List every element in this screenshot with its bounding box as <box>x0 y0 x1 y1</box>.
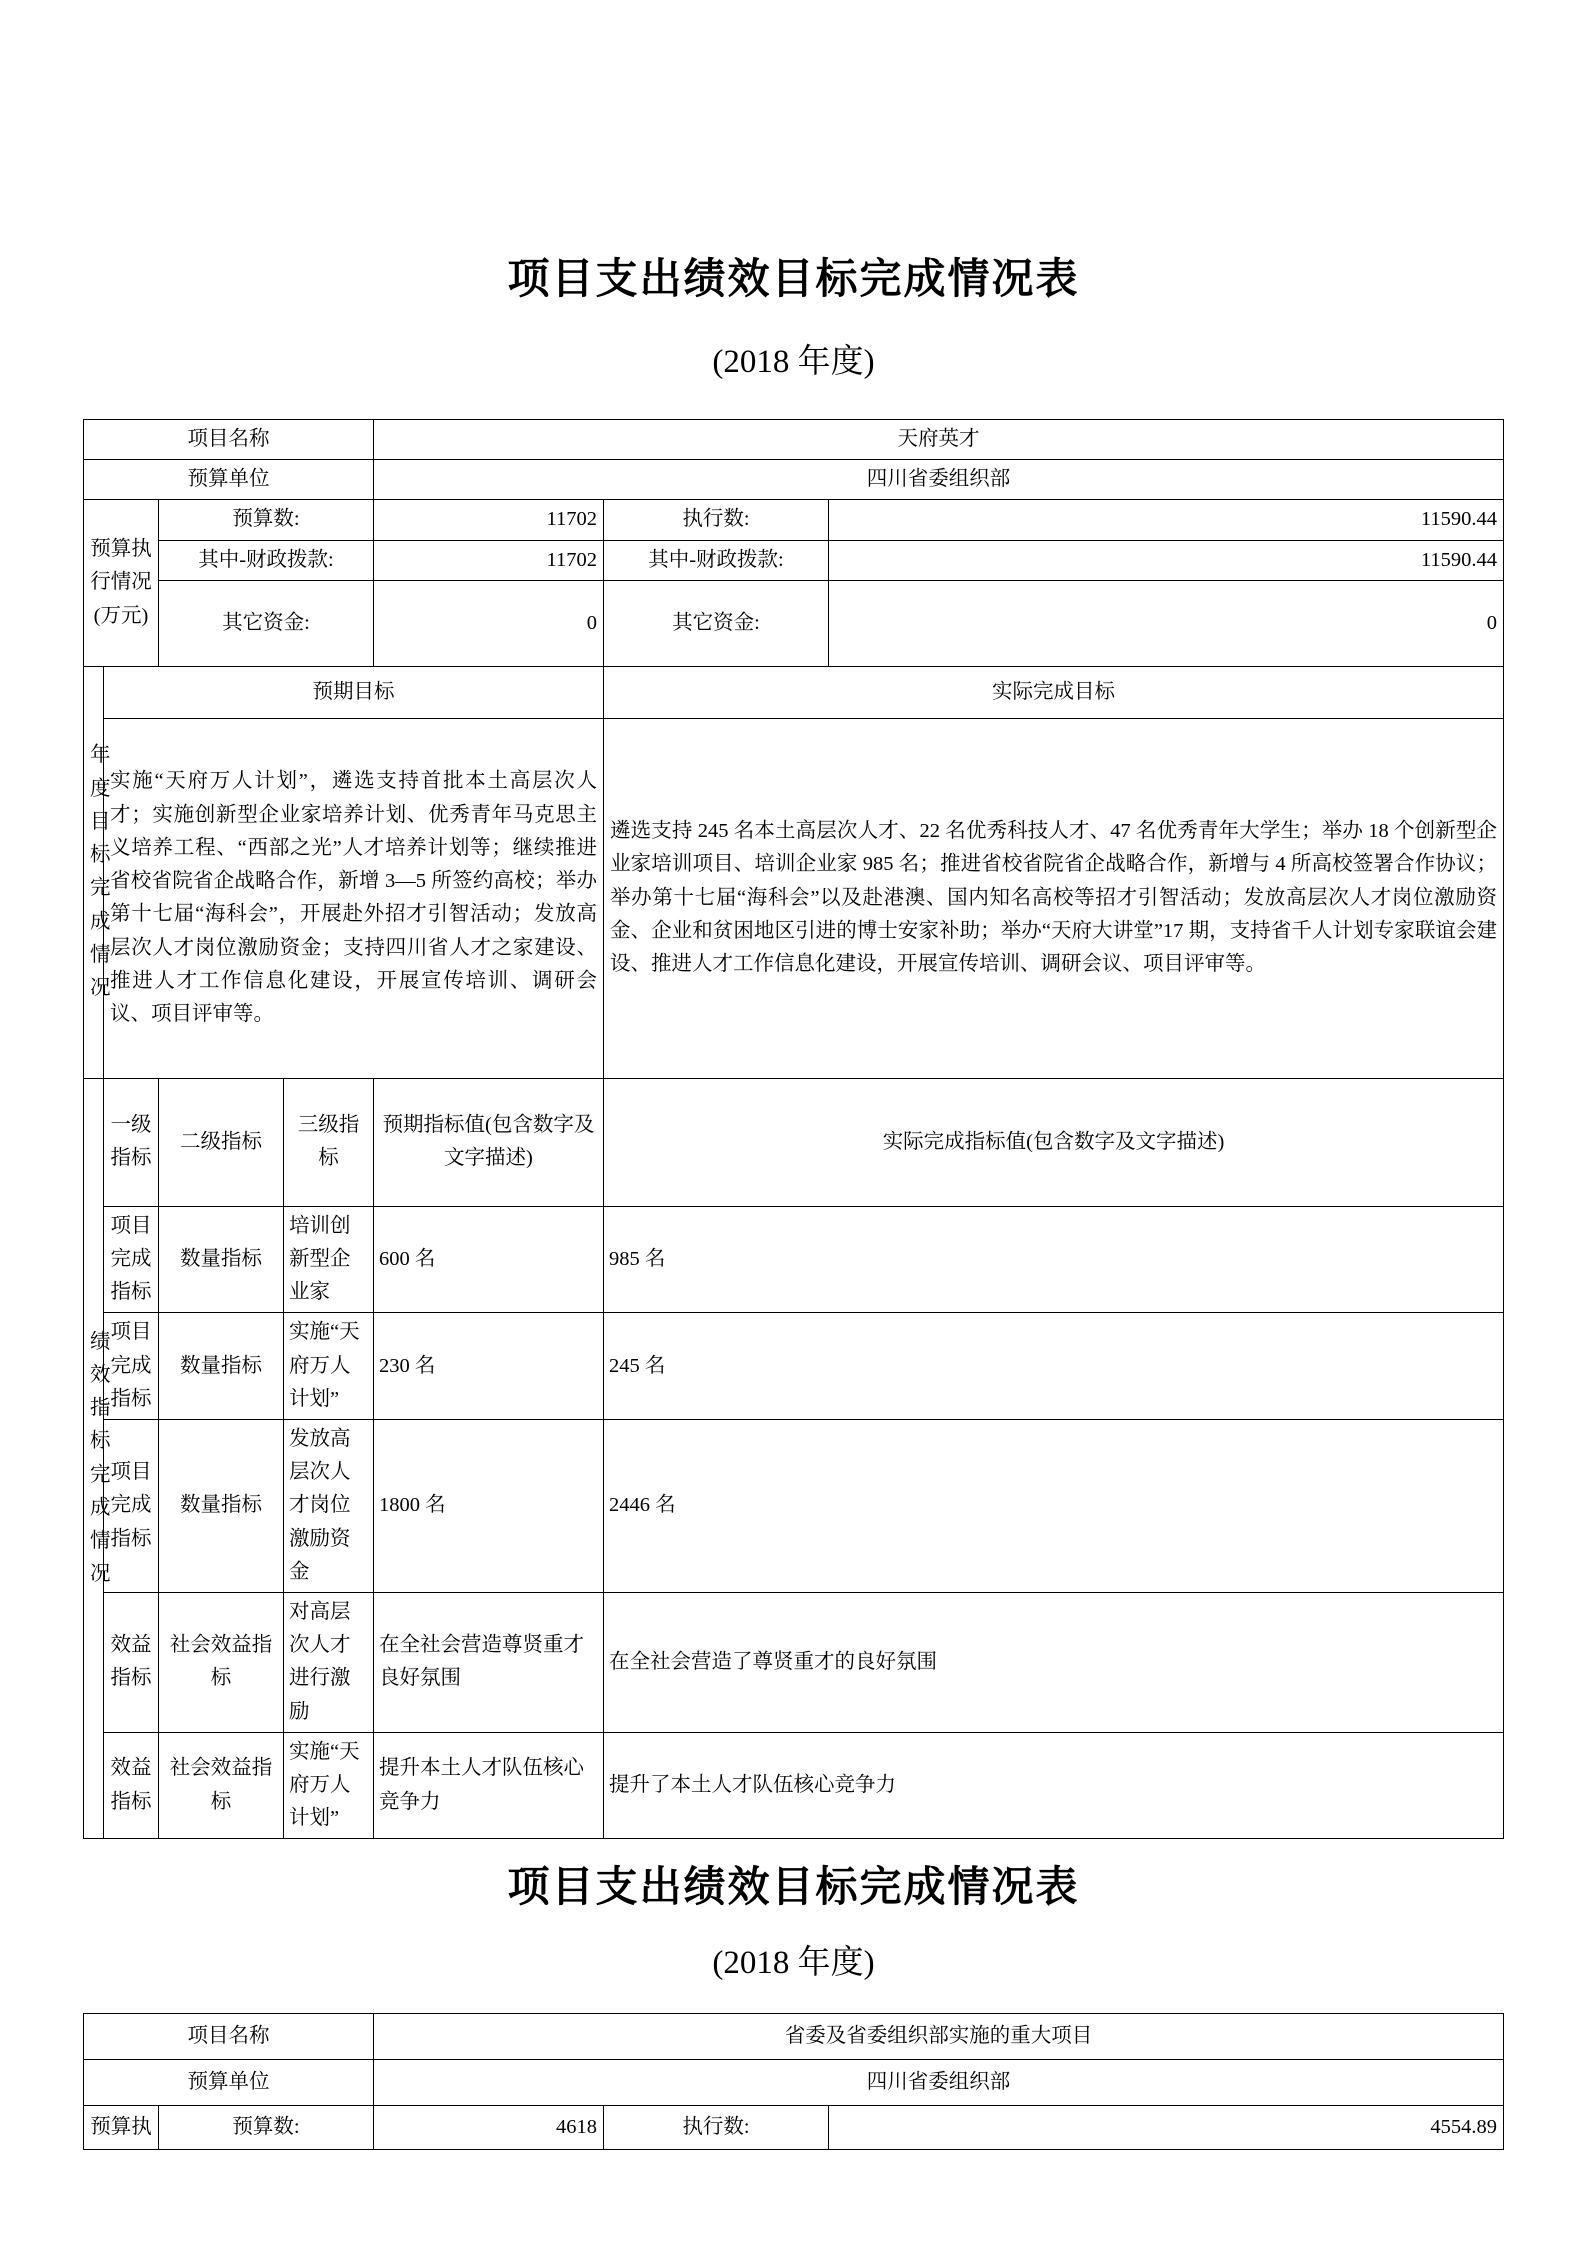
cell-level1: 项目完成指标 <box>103 1313 158 1420</box>
value-budget-unit: 四川省委组织部 <box>373 460 1503 500</box>
value-execution-fiscal: 11590.44 <box>828 540 1503 580</box>
performance-table-2 <box>83 2013 1504 2150</box>
cell-level1: 效益指标 <box>103 1732 158 1839</box>
table-row-indicator <box>83 1206 1503 1313</box>
cell-level1: 项目完成指标 <box>103 1420 158 1593</box>
label-budget-other: 其它资金: <box>158 580 373 666</box>
table-row-indicator <box>83 1313 1503 1420</box>
cell-level1: 效益指标 <box>103 1593 158 1733</box>
cell-expected-value: 提升本土人才队伍核心竞争力 <box>373 1732 603 1839</box>
cell-level3: 实施“天府万人计划” <box>283 1732 373 1839</box>
label-execution-amount: 执行数: <box>603 2106 828 2150</box>
table-row-indicator <box>83 1420 1503 1593</box>
label-execution-amount: 执行数: <box>603 500 828 540</box>
cell-level1: 项目完成指标 <box>103 1206 158 1313</box>
cell-level2: 数量指标 <box>158 1420 283 1593</box>
header-level1: 一级指标 <box>103 1078 158 1206</box>
table-row-goal-text <box>83 718 1503 1078</box>
header-actual-value: 实际完成指标值(包含数字及文字描述) <box>603 1078 1503 1206</box>
cell-actual-value: 在全社会营造了尊贤重才的良好氛围 <box>603 1593 1503 1733</box>
cell-actual-value: 985 名 <box>603 1206 1503 1313</box>
label-budget-execution: 预算执 <box>83 2106 158 2150</box>
label-project-name: 项目名称 <box>83 419 373 459</box>
header-level3: 三级指标 <box>283 1078 373 1206</box>
cell-expected-value: 230 名 <box>373 1313 603 1420</box>
label-execution-fiscal: 其中-财政拨款: <box>603 540 828 580</box>
table-row-indicator <box>83 1593 1503 1733</box>
cell-expected-value: 600 名 <box>373 1206 603 1313</box>
page-subtitle-2: (2018 年度) <box>712 1944 875 1981</box>
header-expected-goal: 预期目标 <box>103 666 603 718</box>
table-row-project-name <box>83 419 1503 459</box>
table-row-fiscal-appropriation <box>83 540 1503 580</box>
label-budget-amount: 预算数: <box>158 500 373 540</box>
value-budget-unit: 四川省委组织部 <box>373 2060 1503 2106</box>
cell-level2: 社会效益指标 <box>158 1593 283 1733</box>
cell-level3: 实施“天府万人计划” <box>283 1313 373 1420</box>
text-actual-goal: 遴选支持 245 名本土高层次人才、22 名优秀科技人才、47 名优秀青年大学生；举办 18 个创新型企业家培训项目、培训企业家 985 名；推进省校省院省企战略合作，新增与 4 所高校签署合作协议；举办第十七届“海科会”以及赴港澳、国内知名高校等招才引智活动；发放高层次人才岗位激励资金、企业和贫困地区引进的博士安家补助；举办“天府大讲堂”17 期，支持省千人计划专家联谊会建设、推进人才工作信息化建设，开展宣传培训、调研会议、项目评审等。 <box>603 718 1503 1078</box>
value-project-name: 天府英才 <box>373 419 1503 459</box>
value-execution-amount: 11590.44 <box>828 500 1503 540</box>
page-bottom-spacer <box>0 2150 1587 2180</box>
label-annual-goal-completion: 年度目标完成情况 <box>83 666 103 1078</box>
page-subtitle-1: (2018 年度) <box>712 344 875 381</box>
table-row-indicator-header <box>83 1078 1503 1206</box>
cell-level2: 数量指标 <box>158 1313 283 1420</box>
performance-table-1 <box>83 419 1504 1839</box>
text-expected-goal: 实施“天府万人计划”，遴选支持首批本土高层次人才；实施创新型企业家培养计划、优秀青年马克思主义培养工程、“西部之光”人才培养计划等；继续推进省校省院省企战略合作，新增 3—5 所签约高校；举办第十七届“海科会”，开展赴外招才引智活动；发放高层次人才岗位激励资金；支持四川省人才之家建设、推进人才工作信息化建设，开展宣传培训、调研会议、项目评审等。 <box>103 718 603 1078</box>
cell-level3: 培训创新型企业家 <box>283 1206 373 1313</box>
cell-level2: 数量指标 <box>158 1206 283 1313</box>
cell-expected-value: 1800 名 <box>373 1420 603 1593</box>
page-title-1: 项目支出绩效目标完成情况表 <box>507 257 1080 303</box>
label-budget-unit: 预算单位 <box>83 460 373 500</box>
label-project-name: 项目名称 <box>83 2014 373 2060</box>
label-budget-execution: 预算执行情况(万元) <box>83 500 158 666</box>
label-execution-other: 其它资金: <box>603 580 828 666</box>
table-row-budget-unit <box>83 460 1503 500</box>
label-performance-completion: 绩效指标完成情况 <box>83 1078 103 1839</box>
table-row-budget-unit <box>83 2060 1503 2106</box>
label-budget-fiscal: 其中-财政拨款: <box>158 540 373 580</box>
cell-level2: 社会效益指标 <box>158 1732 283 1839</box>
value-budget-amount: 11702 <box>373 500 603 540</box>
value-project-name: 省委及省委组织部实施的重大项目 <box>373 2014 1503 2060</box>
value-budget-amount: 4618 <box>373 2106 603 2150</box>
value-execution-amount: 4554.89 <box>828 2106 1503 2150</box>
cell-level3: 对高层次人才进行激励 <box>283 1593 373 1733</box>
header-expected-value: 预期指标值(包含数字及文字描述) <box>373 1078 603 1206</box>
table-row-other-funds <box>83 580 1503 666</box>
cell-actual-value: 245 名 <box>603 1313 1503 1420</box>
cell-actual-value: 2446 名 <box>603 1420 1503 1593</box>
label-budget-unit: 预算单位 <box>83 2060 373 2106</box>
value-budget-fiscal: 11702 <box>373 540 603 580</box>
header-level2: 二级指标 <box>158 1078 283 1206</box>
table-row-goal-headers <box>83 666 1503 718</box>
cell-actual-value: 提升了本土人才队伍核心竞争力 <box>603 1732 1503 1839</box>
page-title-2: 项目支出绩效目标完成情况表 <box>507 1865 1080 1912</box>
table-row-project-name <box>83 2014 1503 2060</box>
table-row-indicator <box>83 1732 1503 1839</box>
label-budget-amount: 预算数: <box>158 2106 373 2150</box>
value-execution-other: 0 <box>828 580 1503 666</box>
cell-expected-value: 在全社会营造尊贤重才良好氛围 <box>373 1593 603 1733</box>
value-budget-other: 0 <box>373 580 603 666</box>
table-row-budget-amount <box>83 2106 1503 2150</box>
table-row-budget-amount <box>83 500 1503 540</box>
header-actual-goal: 实际完成目标 <box>603 666 1503 718</box>
cell-level3: 发放高层次人才岗位激励资金 <box>283 1420 373 1593</box>
